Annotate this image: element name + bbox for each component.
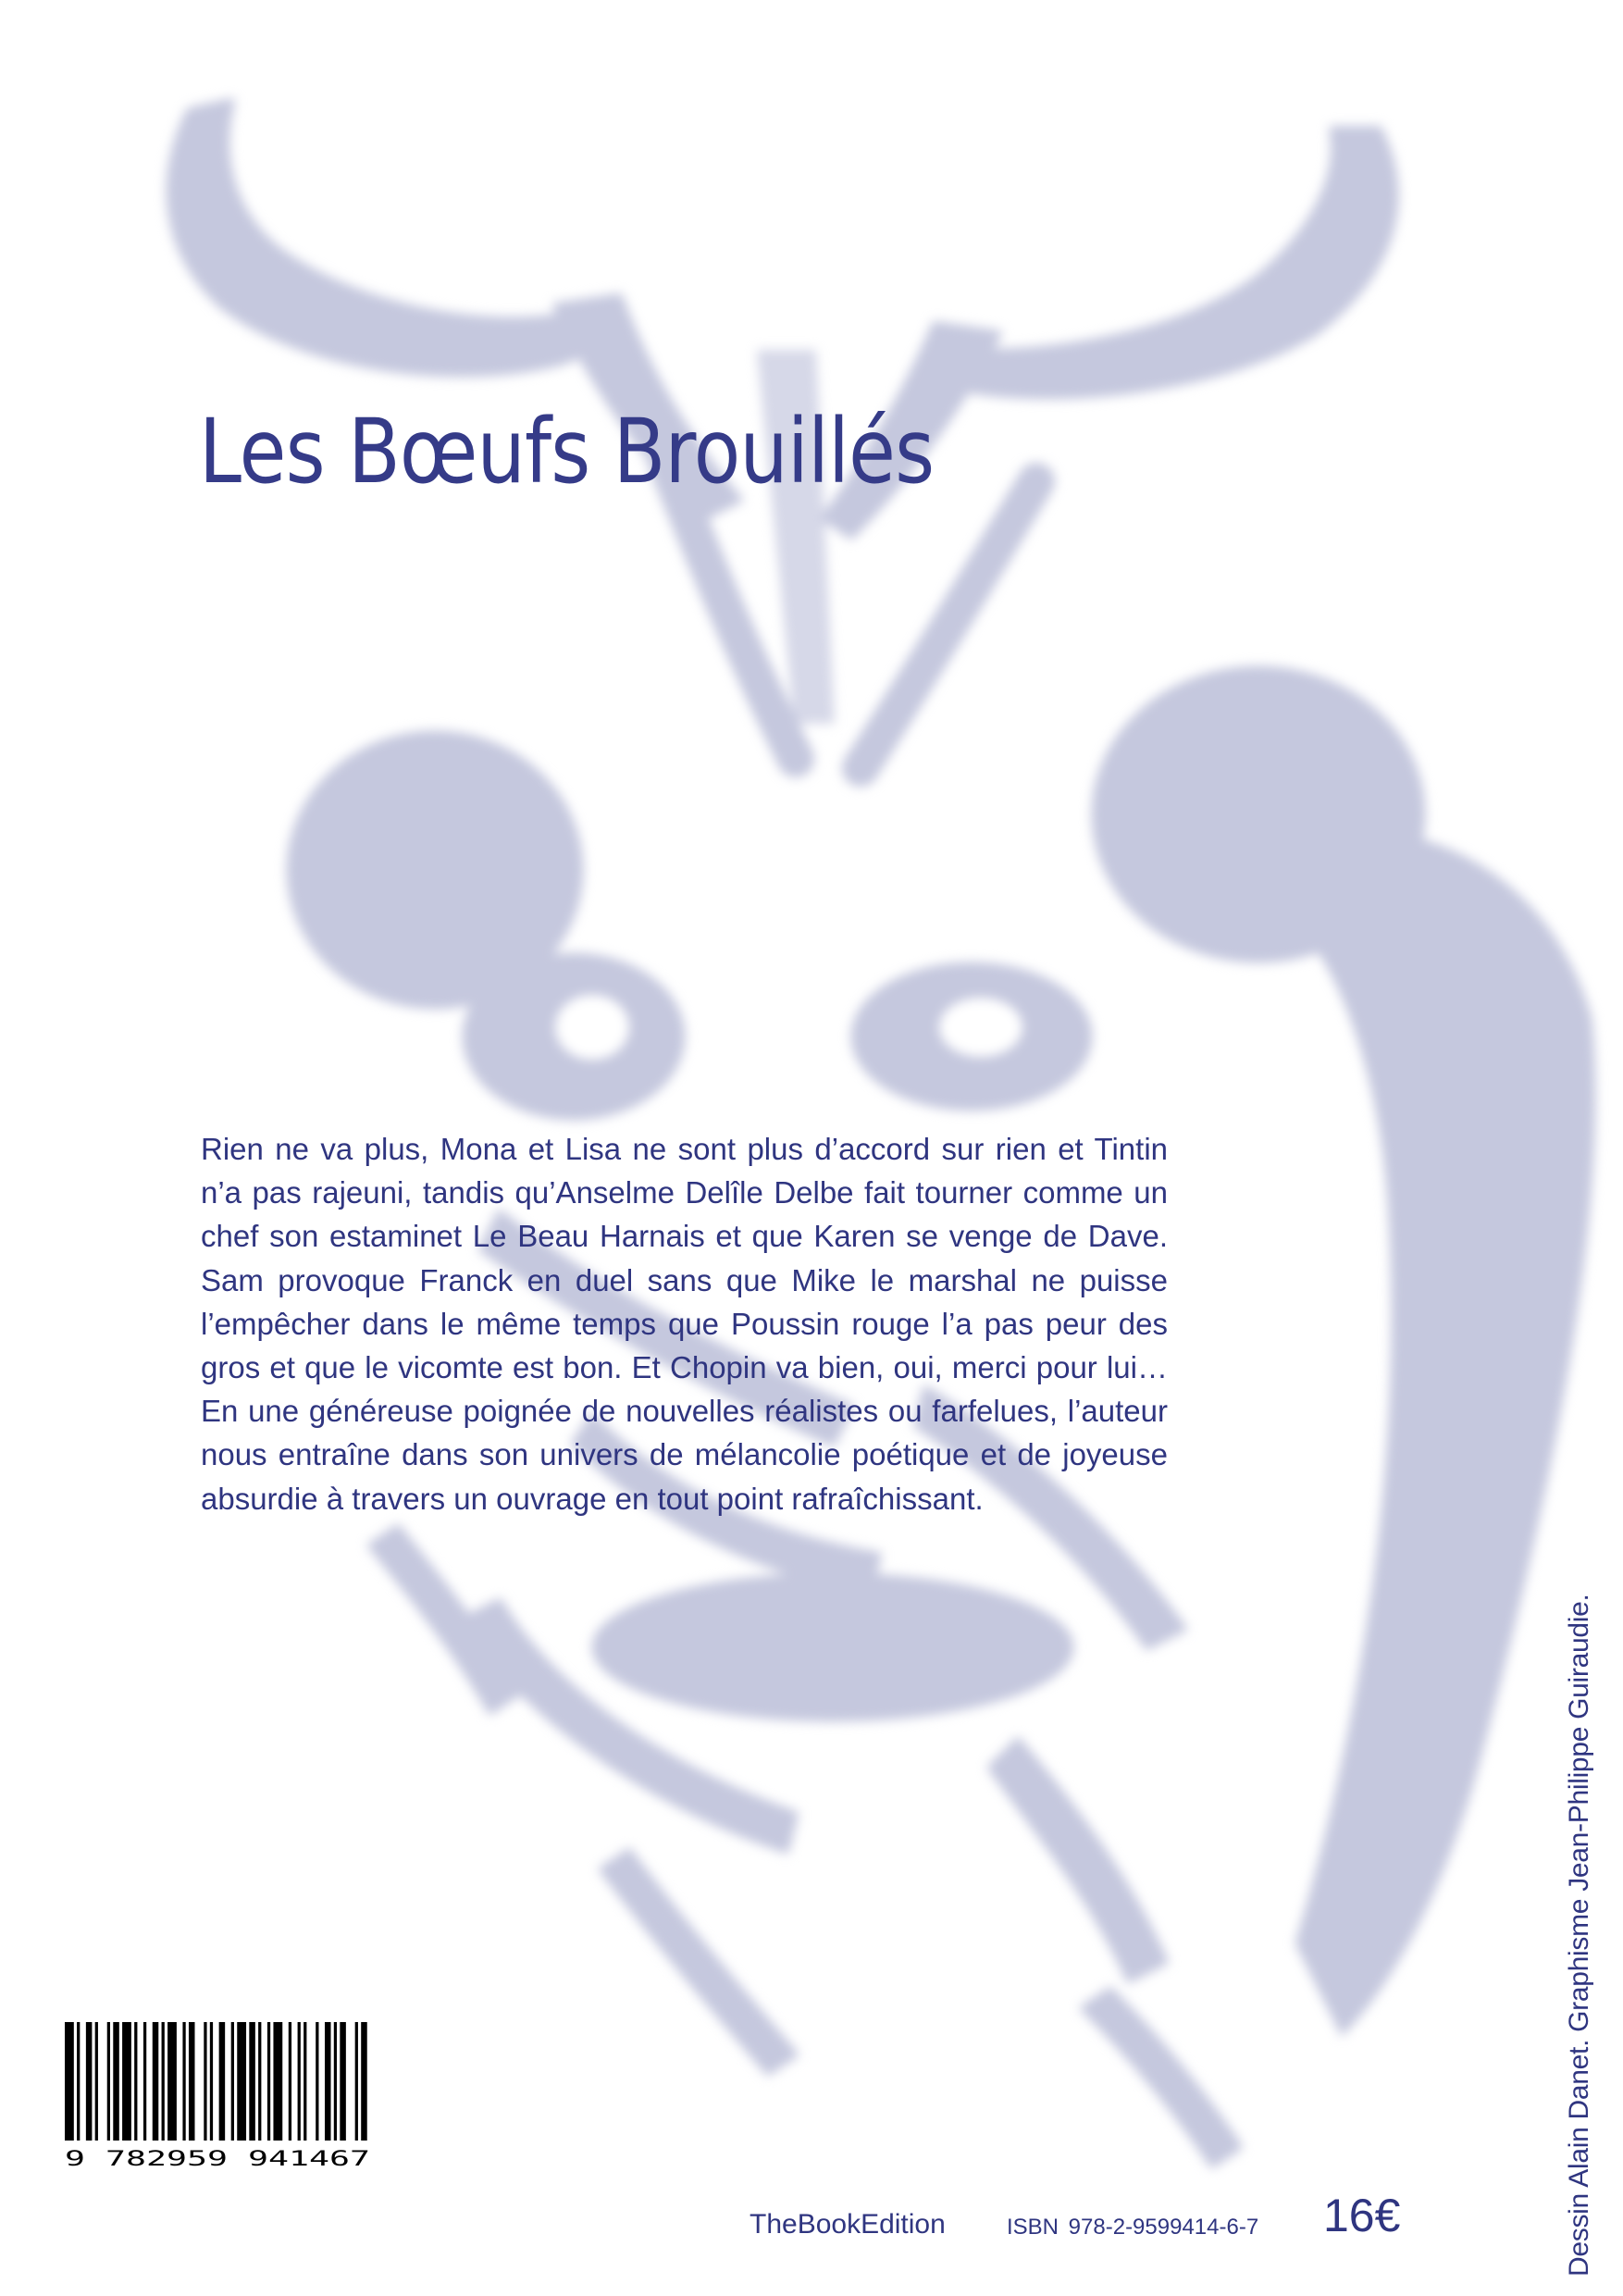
price-label: 16€: [1323, 2190, 1401, 2241]
isbn-number: ISBN 978-2-9599414-6-7: [1007, 2215, 1259, 2240]
book-title: Les Bœufs Brouillés: [199, 400, 935, 503]
back-cover-blurb: Rien ne va plus, Mona et Lisa ne sont plus d’accord sur rien et Tintin n’a pas rajeuni, tandis qu’Anselme Delîle Delbe fait tourner comme un chef son estaminet Le Beau Harnais et que Karen se venge de Dave. Sam provoque Franck en duel sans que Mike le marshal ne puisse l’empêcher dans le même temps que Poussin rouge l’a pas peur des gros et que le vicomte est bon. Et Chopin va bien, oui, merci pour lui… En une généreuse poignée de nouvelles réalistes ou farfelues, l’auteur nous entraîne dans son univers de mélancolie poétique et de joyeuse absurdie à travers un ouvrage en tout point rafraîchissant.: [201, 1132, 1168, 1516]
isbn-barcode: [65, 2022, 370, 2170]
barcode-bars: [65, 2022, 367, 2141]
illustration-credit: Dessin Alain Danet. Graphisme Jean-Philippe Guiraudie.: [1564, 1594, 1594, 2277]
barcode-digits: 9 782959 941467: [65, 2148, 370, 2170]
publisher-name: TheBookEdition: [750, 2209, 946, 2240]
